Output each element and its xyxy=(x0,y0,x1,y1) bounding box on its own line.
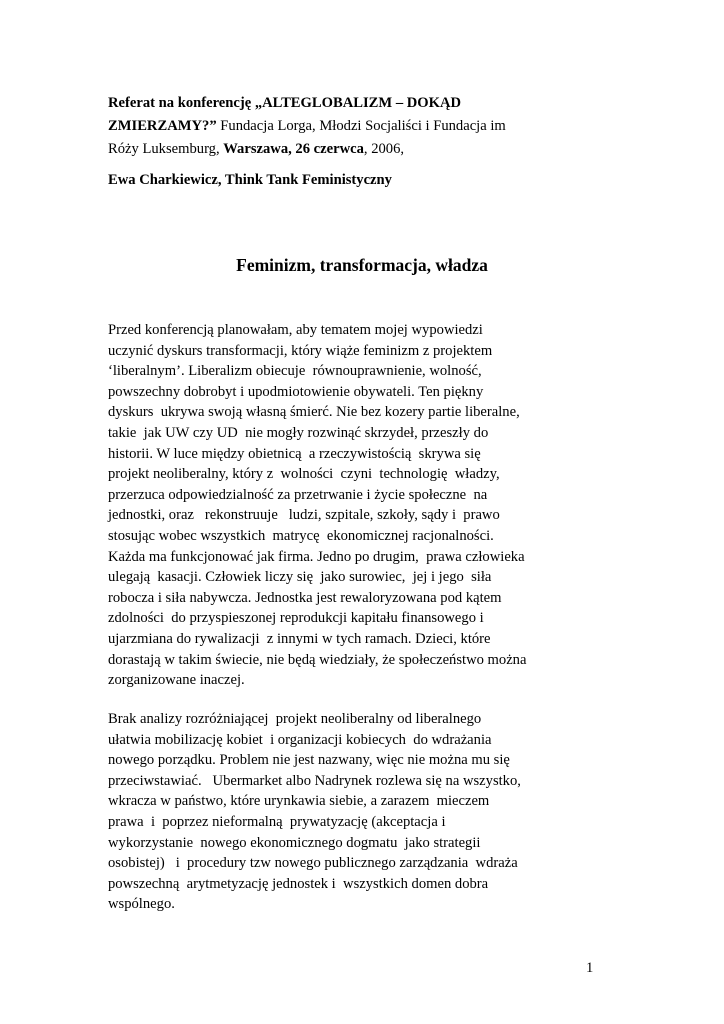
paragraph-2 xyxy=(108,709,648,915)
header-line-1: Referat na konferencję „ALTEGLOBALIZM – DOKĄD xyxy=(108,95,462,111)
paragraph-line: robocza i siła nabywcza. Jednostka jest rewaloryzowana pod kątem xyxy=(108,589,502,606)
paragraph-line: wykorzystanie nowego ekonomicznego dogmatu jako strategii xyxy=(108,834,481,851)
page-number: 1 xyxy=(586,960,594,976)
paragraph-line: jednostki, oraz rekonstruuje ludzi, szpitale, szkoły, sądy i prawo xyxy=(108,507,500,524)
paragraph-line: nowego porządku. Problem nie jest nazwany, więc nie można mu się xyxy=(108,752,510,769)
header-line-2-bold: ZMIERZAMY?” xyxy=(108,118,217,134)
header-line-3-text-a: Róży Luksemburg, xyxy=(108,141,224,157)
conference-header xyxy=(108,92,628,161)
paragraph-line: projekt neoliberalny, który z wolności czyni technologię władzy, xyxy=(108,466,500,483)
paragraph-line: ułatwia mobilizację kobiet i organizacji kobiecych do wdrażania xyxy=(108,731,492,748)
paragraph-line: ‘liberalnym’. Liberalizm obiecuje równouprawnienie, wolność, xyxy=(108,363,482,380)
document-title: Feminizm, transformacja, władza xyxy=(236,255,488,275)
paragraph-line: historii. W luce między obietnicą a rzeczywistością skrywa się xyxy=(108,445,481,462)
paragraph-line: Przed konferencją planowałam, aby tematem mojej wypowiedzi xyxy=(108,322,483,338)
paragraph-line: takie jak UW czy UD nie mogły rozwinąć skrzydeł, przeszły do xyxy=(108,424,489,441)
paragraph-line: prawa i poprzez nieformalną prywatyzację (akceptacja i xyxy=(108,813,446,830)
paragraph-line: przeciwstawiać. Ubermarket albo Nadrynek rozlewa się na wszystko, xyxy=(108,772,521,789)
header-line-2 xyxy=(108,115,628,138)
paragraph-line: ujarzmiana do rywalizacji z innymi w tych ramach. Dzieci, które xyxy=(108,630,491,647)
paragraph-line: zdolności do przyspieszonej reprodukcji kapitału finansowego i xyxy=(108,610,484,627)
paragraph-line: osobistej) i procedury tzw nowego publicznego zarządzania wdraża xyxy=(108,855,518,872)
paragraph-1 xyxy=(108,320,648,691)
paragraph-line: Każda ma funkcjonować jak firma. Jedno po drugim, prawa człowieka xyxy=(108,548,525,565)
paragraph-line: przerzuca odpowiedzialność za przetrwanie i życie społeczne na xyxy=(108,486,488,503)
paragraph-line: dyskurs ukrywa swoją własną śmierć. Nie bez kozery partie liberalne, xyxy=(108,404,520,421)
paragraph-line: Brak analizy rozróżniającej projekt neoliberalny od liberalnego xyxy=(108,711,482,727)
header-line-3-bold: Warszawa, 26 czerwca xyxy=(223,141,364,157)
header-line-3-text-c: , 2006, xyxy=(363,141,405,157)
paragraph-line: stosując wobec wszystkich matrycę ekonomicznej racjonalności. xyxy=(108,527,494,544)
header-line-2-text: Fundacja Lorga, Młodzi Socjaliści i Fundacja im xyxy=(216,118,506,134)
paragraph-line: wspólnego. xyxy=(108,896,175,913)
paragraph-line: zorganizowane inaczej. xyxy=(108,672,245,689)
header-line-3 xyxy=(108,138,628,161)
paragraph-line: dorastają w takim świecie, nie będą wiedziały, że społeczeństwo można xyxy=(108,651,527,668)
paragraph-line: uczynić dyskurs transformacji, który wiąże feminizm z projektem xyxy=(108,342,493,359)
paragraph-line: wkracza w państwo, które urynkawia siebie, a zarazem mieczem xyxy=(108,793,490,810)
paragraph-line: powszechny dobrobyt i upodmiotowienie obywateli. Ten piękny xyxy=(108,383,484,400)
paragraph-line: ulegają kasacji. Człowiek liczy się jako surowiec, jej i jego siła xyxy=(108,569,492,586)
paragraph-line: powszechną arytmetyzację jednostek i wszystkich domen dobra xyxy=(108,875,489,892)
author-line: Ewa Charkiewicz, Think Tank Feministyczny xyxy=(108,172,392,188)
